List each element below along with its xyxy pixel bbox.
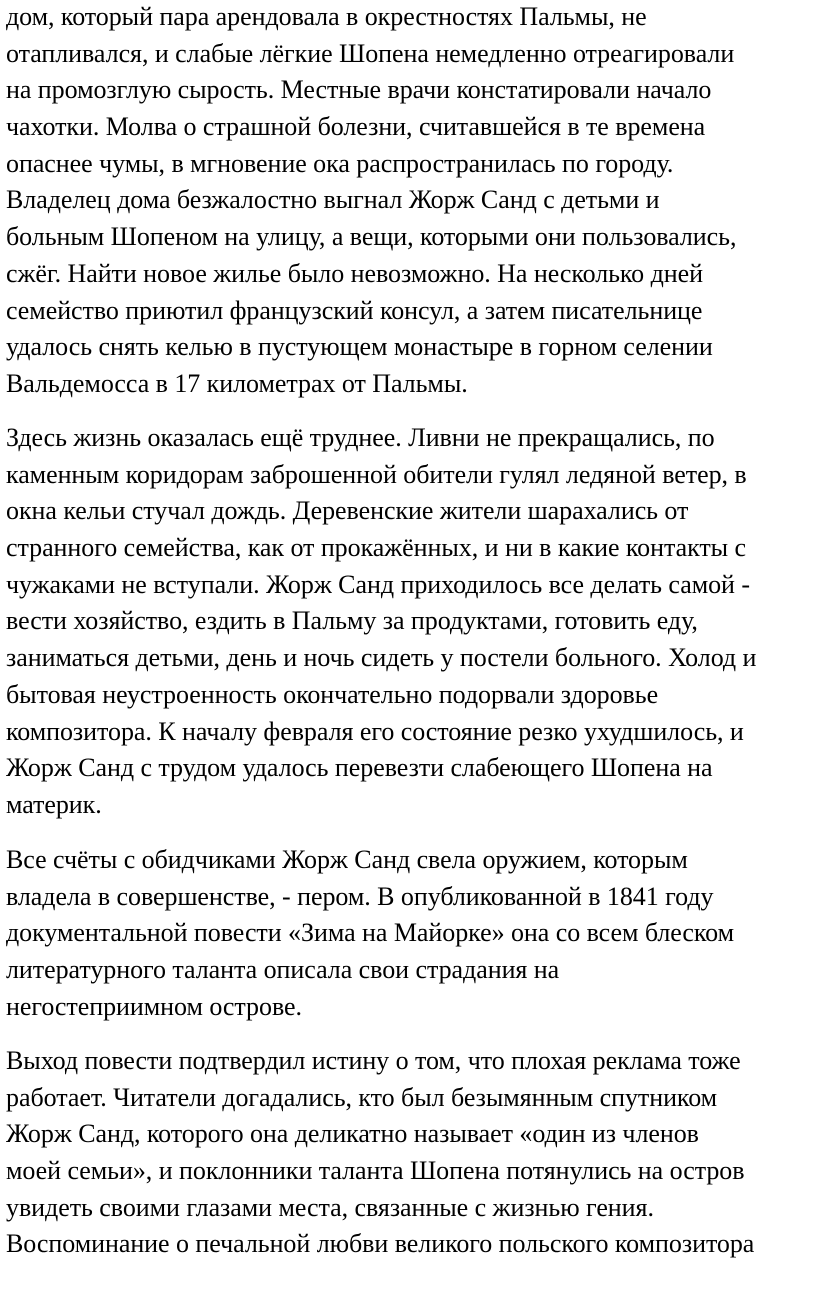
text-line: отапливался, и слабые лёгкие Шопена немедленно отреагировали — [6, 38, 735, 68]
text-line: сжёг. Найти новое жилье было невозможно. На несколько дней — [6, 258, 703, 288]
text-line: Выход повести подтвердил истину о том, что плохая реклама тоже — [6, 1046, 741, 1075]
paragraph-3 — [6, 842, 734, 1025]
text-line: Жорж Санд, которого она деликатно называет «один из членов — [6, 1119, 699, 1149]
text-line: Владелец дома безжалостно выгнал Жорж Санд с детьми и — [6, 185, 660, 215]
text-line: опаснее чумы, в мгновение ока распространилась по городу. — [6, 148, 674, 178]
text-line: моей семьи», и поклонники таланта Шопена потянулись на остров — [6, 1156, 745, 1186]
text-line: дом, который пара арендовала в окрестностях Пальмы, не — [6, 2, 647, 31]
paragraph-4 — [6, 1043, 754, 1263]
text-line: бытовая неустроенность окончательно подорвали здоровье — [6, 679, 659, 709]
text-line: на промозглую сырость. Местные врачи констатировали начало — [6, 75, 712, 105]
text-line: чахотки. Молва о страшной болезни, считавшейся в те времена — [6, 112, 706, 142]
text-line: литературного таланта описала свои страдания на — [6, 955, 560, 985]
text-line: негостеприимном острове. — [6, 991, 302, 1021]
text-line: документальной повести «Зима на Майорке» она со всем блеском — [6, 918, 735, 948]
text-line: Воспоминание о печальной любви великого польского композитора — [6, 1229, 755, 1259]
text-line: каменным коридорам заброшенной обители гулял ледяной ветер, в — [6, 459, 747, 489]
text-line: заниматься детьми, день и ночь сидеть у постели больного. Холод и — [6, 643, 757, 673]
text-line: больным Шопеном на улицу, а вещи, которыми они пользовались, — [6, 222, 737, 252]
paragraph-2 — [6, 420, 756, 824]
text-line: вести хозяйство, ездить в Пальму за продуктами, готовить еду, — [6, 606, 698, 636]
text-line: Вальдемосса в 17 километрах от Пальмы. — [6, 368, 468, 398]
text-line: семейство приютил французский консул, а затем писательнице — [6, 295, 703, 325]
text-line: чужаками не вступали. Жорж Санд приходилось все делать самой - — [6, 569, 750, 599]
text-line: материк. — [6, 789, 102, 819]
text-line: Все счёты с обидчиками Жорж Санд свела оружием, которым — [6, 845, 688, 874]
text-line: работает. Читатели догадались, кто был безымянным спутником — [6, 1082, 718, 1112]
text-line: увидеть своими глазами места, связанные с жизнью гения. — [6, 1192, 654, 1222]
text-line: странного семейства, как от прокажённых, и ни в какие контакты с — [6, 533, 746, 563]
paragraph-1 — [6, 0, 736, 403]
text-line: окна кельи стучал дождь. Деревенские жители шарахались от — [6, 496, 689, 526]
text-line: композитора. К началу февраля его состояние резко ухудшилось, и — [6, 716, 744, 746]
text-line: Здесь жизнь оказалась ещё труднее. Ливни не прекращались, по — [6, 423, 715, 452]
text-line: удалось снять келью в пустующем монастыре в горном селении — [6, 332, 713, 362]
text-line: Жорж Санд с трудом удалось перевезти слабеющего Шопена на — [6, 753, 713, 783]
text-line: владела в совершенстве, - пером. В опубликованной в 1841 году — [6, 881, 714, 911]
